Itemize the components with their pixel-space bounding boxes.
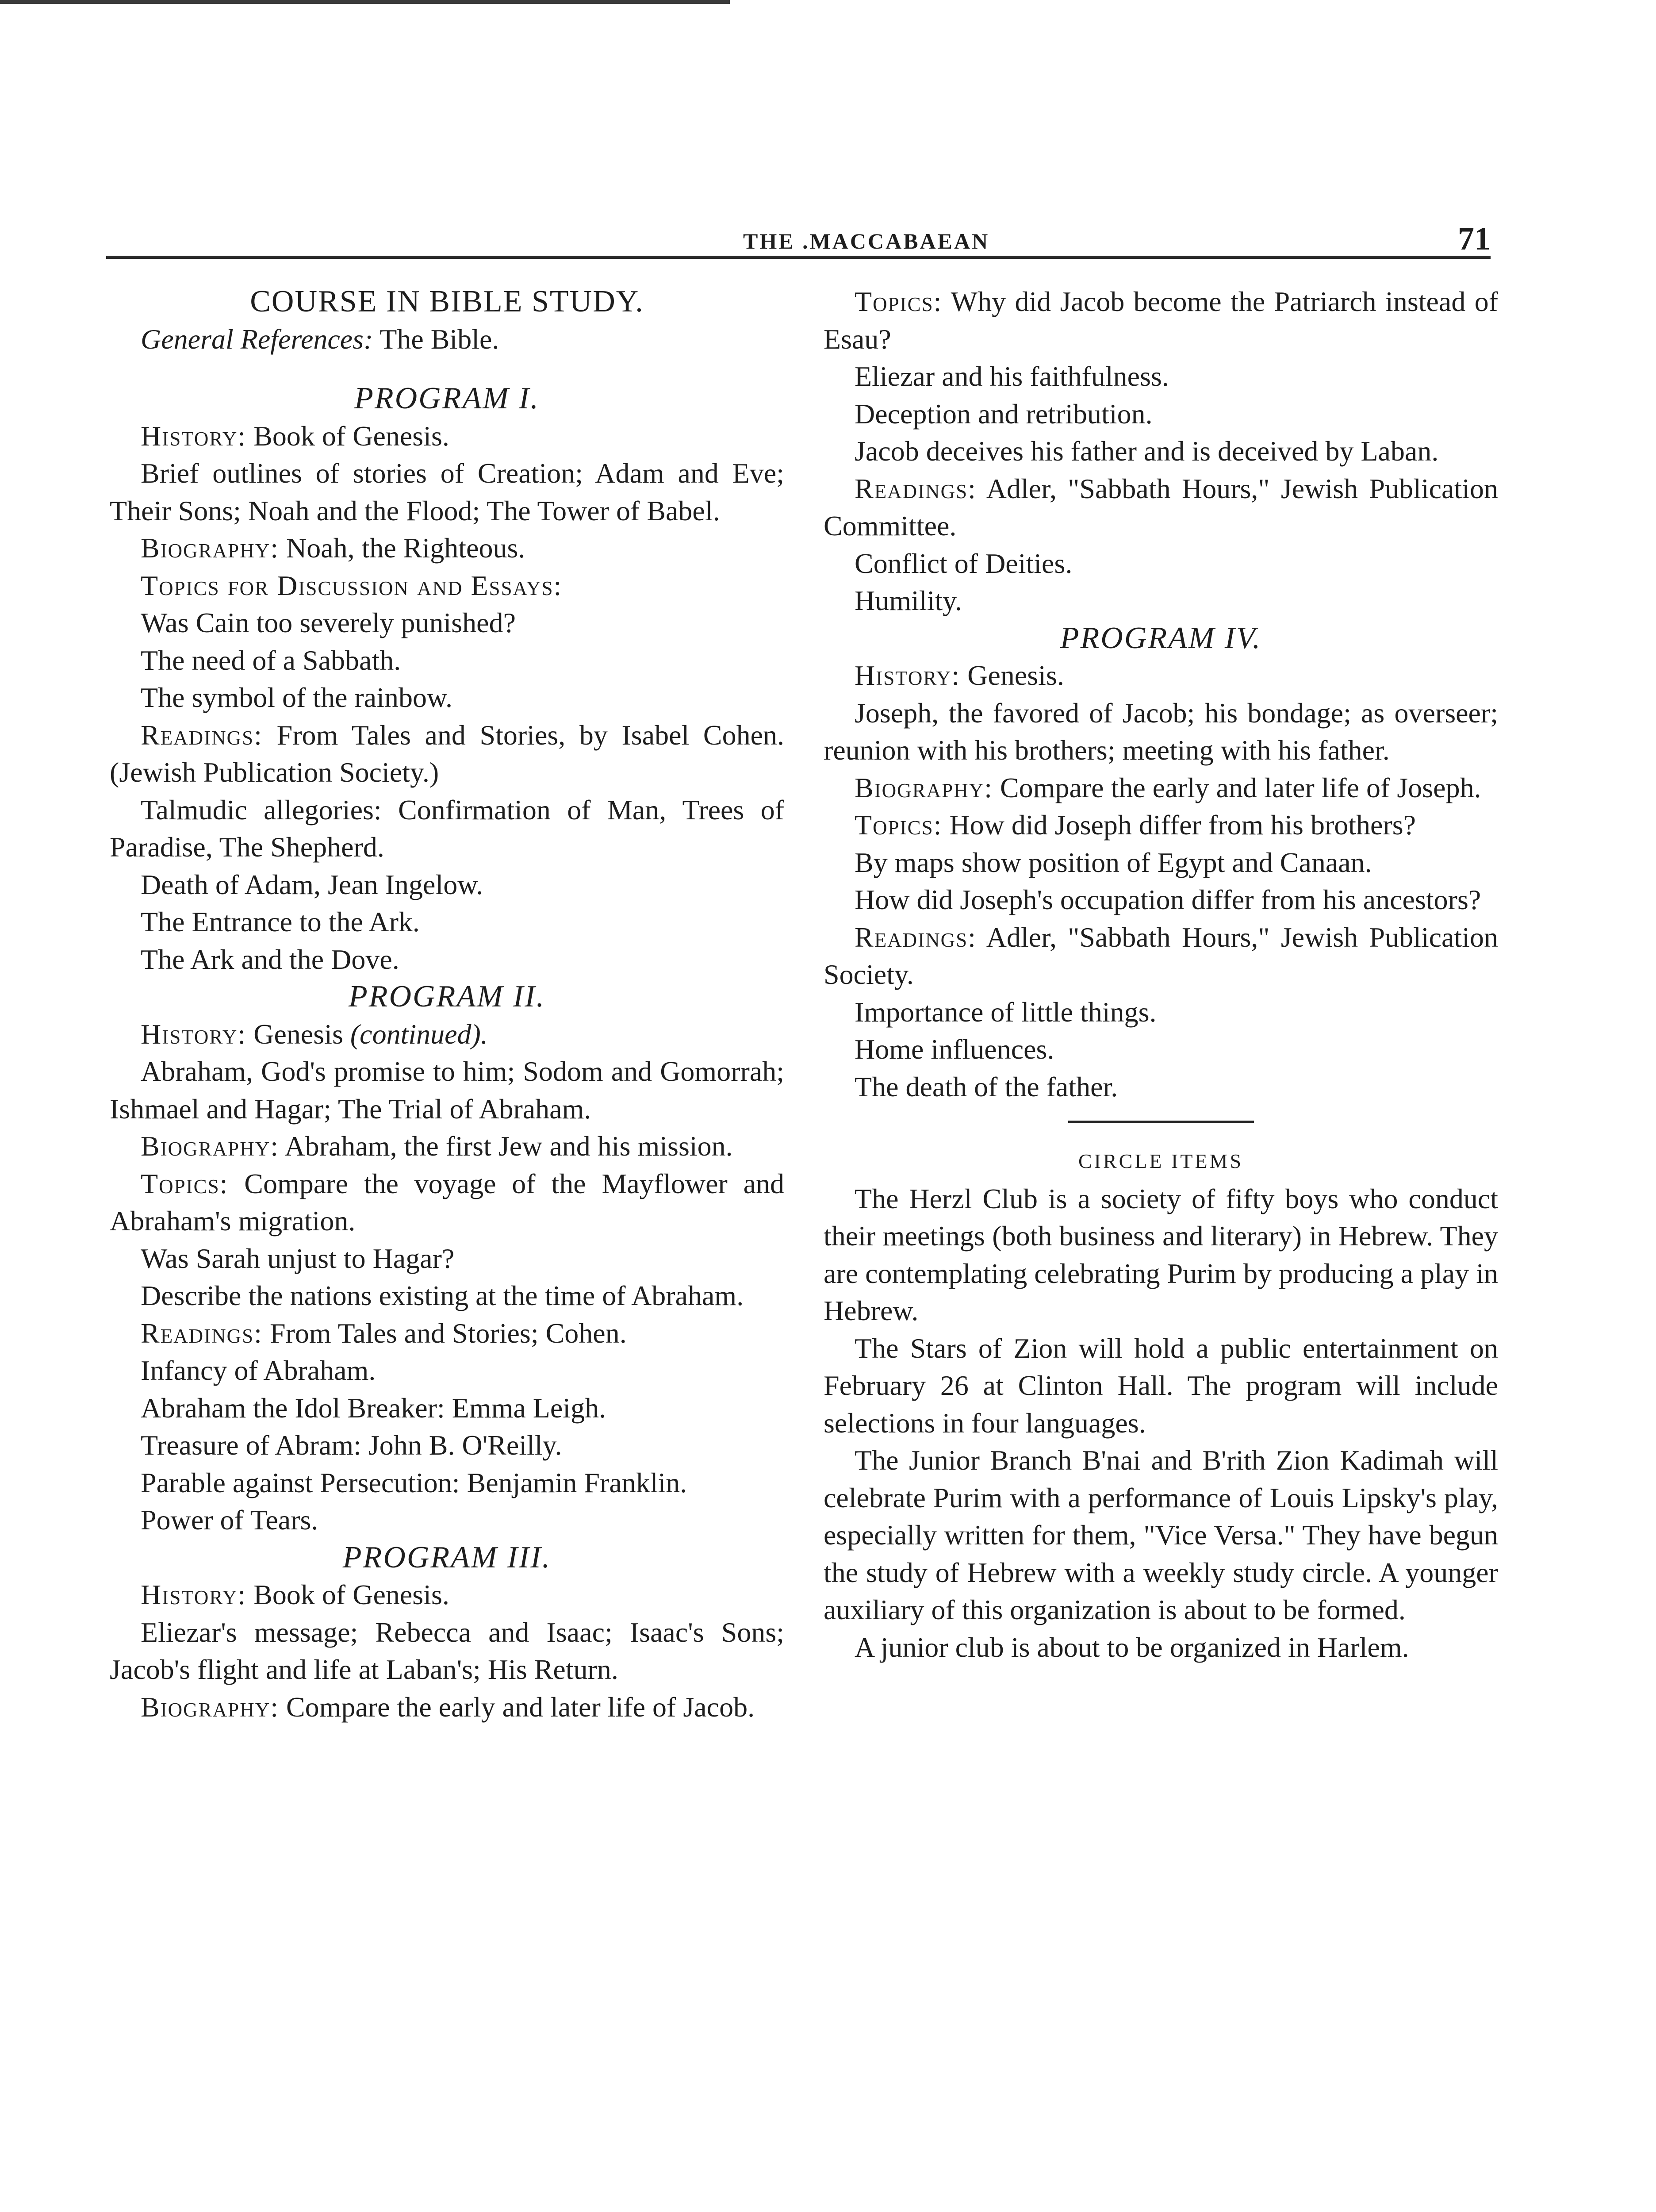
program-2-biography [110, 1128, 784, 1165]
program-4-history [824, 657, 1498, 695]
program-4-reading: Importance of little things. [855, 996, 1157, 1028]
program-2-history-body: Abraham, God's promise to him; Sodom and Gomorrah; Ishmael and Hagar; The Trial of Abraham. [110, 1056, 784, 1125]
program-3-readings [824, 470, 1498, 545]
circle-items-title: CIRCLE ITEMS [1078, 1150, 1244, 1172]
program-2-reading: Parable against Persecution: Benjamin Franklin. [141, 1467, 687, 1498]
history-value: Book of Genesis. [253, 1579, 449, 1610]
program-2-reading: Power of Tears. [141, 1504, 318, 1536]
circle-item: The Herzl Club is a society of fifty boys who conduct their meetings (both business and literary) in Hebrew. They are contemplating celebrating Purim by producing a play in Hebrew. [824, 1183, 1498, 1326]
program-3-topic: Deception and retribution. [855, 398, 1153, 430]
circle-item: A junior club is about to be organized in Harlem. [855, 1631, 1409, 1663]
biography-value: Noah, the Righteous. [286, 532, 525, 564]
program-4-topics [824, 806, 1498, 844]
topic: Why did Jacob become the Patriarch instead of Esau? [824, 286, 1499, 355]
page-number: 71 [1458, 221, 1491, 257]
topics-label: Topics: [141, 1167, 229, 1199]
readings-label: Readings: [855, 472, 977, 504]
program-1-reading: The Ark and the Dove. [141, 943, 399, 975]
program-1-history-body: Brief outlines of stories of Creation; Adam and Eve; Their Sons; Noah and the Flood; The Tower of Babel. [110, 457, 784, 526]
program-3-topics [824, 283, 1498, 358]
program-1-topic: Was Cain too severely punished? [141, 607, 516, 638]
program-1-topic: The symbol of the rainbow. [141, 682, 453, 713]
circle-item: The Stars of Zion will hold a public entertainment on February 26 at Clinton Hall. The program will include selections in four languages. [824, 1332, 1498, 1439]
history-label: History: [141, 1018, 247, 1050]
program-1-reading: Talmudic allegories: Confirmation of Man, Trees of Paradise, The Shepherd. [110, 794, 784, 863]
program-3-heading: PROGRAM III. [342, 1540, 552, 1575]
program-4-history-body: Joseph, the favored of Jacob; his bondage; as overseer; reunion with his brothers; meeting with his father. [824, 697, 1498, 766]
program-1-topics-label: Topics for Discussion and Essays: [141, 569, 563, 601]
readings-label: Readings: [141, 719, 263, 751]
program-3-topic: Eliezar and his faithfulness. [855, 361, 1169, 392]
history-label: History: [141, 1579, 247, 1610]
program-4-readings [824, 919, 1498, 994]
program-2-heading: PROGRAM II. [348, 979, 546, 1014]
left-column [110, 283, 784, 1726]
biography-value: Abraham, the first Jew and his mission. [284, 1130, 733, 1162]
history-value: Book of Genesis. [253, 420, 449, 452]
biography-value: Compare the early and later life of Jacob. [286, 1691, 755, 1723]
readings-value: Adler, "Sabbath Hours," Jewish Publication Committee. [824, 472, 1499, 541]
readings-label: Readings: [855, 921, 977, 953]
program-2-reading: Abraham the Idol Breaker: Emma Leigh. [141, 1392, 606, 1424]
history-value: Genesis. [967, 660, 1064, 691]
article-title: COURSE IN BIBLE STUDY. [250, 284, 644, 319]
biography-label: Biography: [141, 1130, 279, 1162]
history-label: History: [141, 420, 247, 452]
topic: How did Joseph differ from his brothers? [949, 809, 1416, 841]
program-3-history-body: Eliezar's message; Rebecca and Isaac; Isaac's Sons; Jacob's flight and life at Laban's; His Return. [110, 1616, 784, 1685]
topic: Compare the voyage of the Mayflower and Abraham's migration. [110, 1167, 785, 1237]
general-references [110, 321, 784, 358]
program-2-reading: Treasure of Abram: John B. O'Reilly. [141, 1429, 562, 1461]
general-references-value: The Bible. [380, 323, 499, 355]
program-2-reading: Infancy of Abraham. [141, 1355, 376, 1386]
section-divider [1068, 1121, 1254, 1123]
program-1-reading: Death of Adam, Jean Ingelow. [141, 868, 483, 900]
program-3-reading: Conflict of Deities. [855, 547, 1073, 579]
history-label: History: [855, 660, 961, 691]
scan-edge-line [0, 0, 730, 4]
program-4-biography [824, 769, 1498, 807]
readings-value: Adler, "Sabbath Hours," Jewish Publication Society. [824, 921, 1499, 990]
program-4-topic: How did Joseph's occupation differ from his ancestors? [855, 884, 1481, 915]
biography-label: Biography: [141, 532, 279, 564]
program-1-reading: The Entrance to the Ark. [141, 906, 420, 937]
program-1-topic: The need of a Sabbath. [141, 644, 401, 676]
biography-label: Biography: [141, 1691, 279, 1723]
readings-label: Readings: [141, 1317, 263, 1349]
biography-value: Compare the early and later life of Joseph. [1000, 772, 1481, 803]
program-2-history [110, 1016, 784, 1053]
circle-item: The Junior Branch B'nai and B'rith Zion Kadimah will celebrate Purim with a performance of Louis Lipsky's play, especially written for them, "Vice Versa." They have begun the study of Hebrew with a weekly study circle. A younger auxiliary of this organization is about to be formed. [824, 1444, 1498, 1625]
topics-label: Topics: [855, 809, 943, 841]
program-1-heading: PROGRAM I. [354, 381, 540, 415]
program-2-readings [110, 1315, 784, 1352]
biography-label: Biography: [855, 772, 993, 803]
program-4-reading: The death of the father. [855, 1071, 1118, 1102]
program-2-topic: Was Sarah unjust to Hagar? [141, 1242, 455, 1274]
history-note: (continued). [350, 1018, 488, 1050]
readings-value: From Tales and Stories, by Isabel Cohen. (Jewish Publication Society.) [110, 719, 785, 788]
program-3-topic: Jacob deceives his father and is deceived by Laban. [855, 435, 1439, 467]
program-3-biography [110, 1689, 784, 1726]
program-2-topics [110, 1165, 784, 1240]
history-value: Genesis [253, 1018, 343, 1050]
right-column [824, 283, 1498, 1666]
program-3-reading: Humility. [855, 585, 962, 616]
running-title: THE .MACCABAEAN [743, 229, 990, 253]
topics-label: Topics: [855, 286, 943, 317]
program-1-biography [110, 530, 784, 567]
readings-value: From Tales and Stories; Cohen. [269, 1317, 627, 1349]
program-2-topic: Describe the nations existing at the time of Abraham. [141, 1280, 744, 1311]
program-4-topic: By maps show position of Egypt and Canaan. [855, 846, 1372, 878]
program-1-readings [110, 717, 784, 791]
general-references-label: General References: [141, 323, 373, 355]
program-1-history [110, 418, 784, 455]
program-3-history [110, 1576, 784, 1614]
page-header [106, 221, 1491, 259]
program-4-reading: Home influences. [855, 1033, 1054, 1065]
program-4-heading: PROGRAM IV. [1060, 621, 1262, 655]
